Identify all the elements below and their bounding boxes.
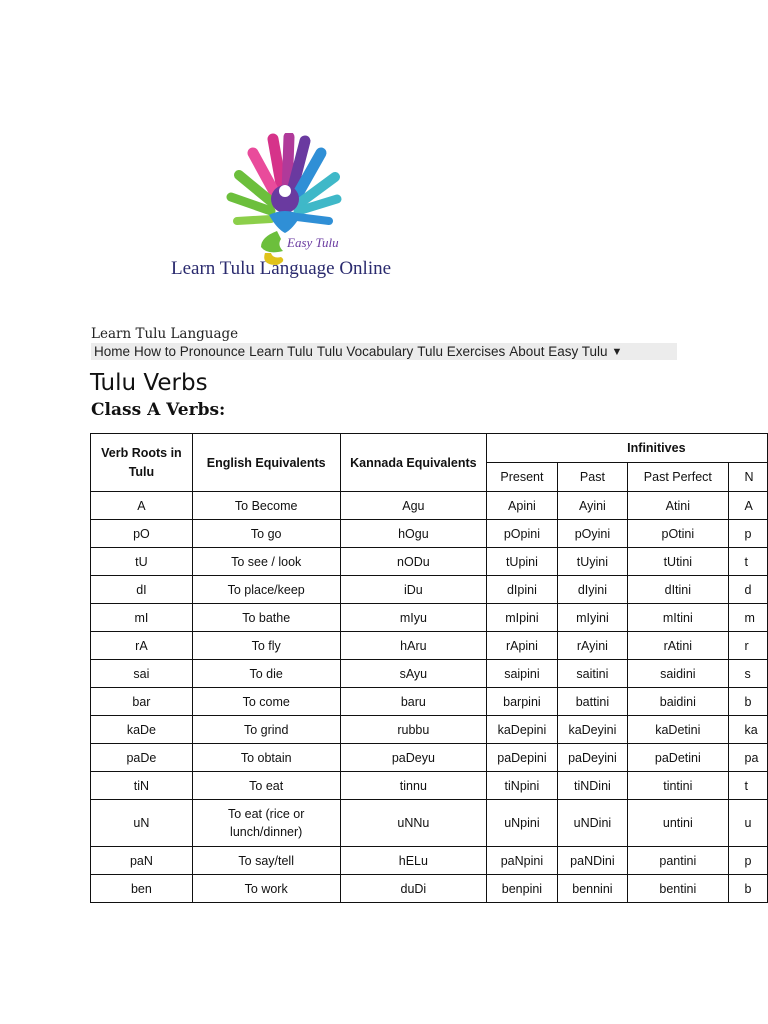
table-row [91, 688, 768, 716]
cell-root: tU [91, 548, 193, 576]
cell-past-perfect: pantini [628, 847, 728, 875]
table-row [91, 744, 768, 772]
nav-more-dropdown-icon[interactable]: ▼ [611, 345, 623, 358]
cell-kannada: nODu [340, 548, 487, 576]
verbs-table-body [91, 492, 768, 903]
cell-kannada: Agu [340, 492, 487, 520]
cell-root: tiN [91, 772, 193, 800]
table-row [91, 716, 768, 744]
cell-past: rAyini [557, 632, 627, 660]
cell-english: To fly [192, 632, 340, 660]
nav-item-about-easy-tulu[interactable]: About Easy Tulu [509, 344, 608, 359]
cell-english: To come [192, 688, 340, 716]
cell-past-perfect: tUtini [628, 548, 728, 576]
cell-next: t [728, 548, 767, 576]
page-title: Tulu Verbs [90, 370, 208, 396]
cell-next: b [728, 688, 767, 716]
table-row [91, 576, 768, 604]
logo-caption: Learn Tulu Language Online [171, 258, 392, 279]
verbs-table [90, 433, 768, 903]
cell-next: ka [728, 716, 767, 744]
cell-present: paDepini [487, 744, 558, 772]
cell-past-perfect: mItini [628, 604, 728, 632]
site-name[interactable]: Learn Tulu Language [91, 326, 239, 342]
table-row [91, 772, 768, 800]
header-next-truncated: N [728, 463, 767, 492]
table-row [91, 632, 768, 660]
nav-item-tulu-exercises[interactable]: Tulu Exercises [417, 344, 506, 359]
nav-bar [91, 343, 677, 360]
cell-next: p [728, 520, 767, 548]
cell-present: benpini [487, 875, 558, 903]
table-row [91, 875, 768, 903]
cell-past-perfect: dItini [628, 576, 728, 604]
cell-present: pOpini [487, 520, 558, 548]
cell-past: battini [557, 688, 627, 716]
cell-next: m [728, 604, 767, 632]
header-english: English Equivalents [192, 434, 340, 492]
cell-next: pa [728, 744, 767, 772]
section-title: Class A Verbs: [91, 400, 226, 420]
cell-english: To Become [192, 492, 340, 520]
cell-english: To see / look [192, 548, 340, 576]
cell-past-perfect: paDetini [628, 744, 728, 772]
cell-next: A [728, 492, 767, 520]
cell-present: rApini [487, 632, 558, 660]
cell-present: paNpini [487, 847, 558, 875]
cell-kannada: uNNu [340, 800, 487, 847]
cell-kannada: baru [340, 688, 487, 716]
cell-english: To obtain [192, 744, 340, 772]
table-row [91, 520, 768, 548]
cell-root: bar [91, 688, 193, 716]
cell-kannada: hAru [340, 632, 487, 660]
cell-present: mIpini [487, 604, 558, 632]
cell-past-perfect: rAtini [628, 632, 728, 660]
header-past: Past [557, 463, 627, 492]
cell-kannada: paDeyu [340, 744, 487, 772]
cell-past: tUyini [557, 548, 627, 576]
cell-english: To place/keep [192, 576, 340, 604]
cell-past-perfect: kaDetini [628, 716, 728, 744]
cell-past: paNDini [557, 847, 627, 875]
cell-root: kaDe [91, 716, 193, 744]
cell-root: dI [91, 576, 193, 604]
cell-next: p [728, 847, 767, 875]
cell-english: To work [192, 875, 340, 903]
cell-past: pOyini [557, 520, 627, 548]
cell-english: To die [192, 660, 340, 688]
table-row [91, 548, 768, 576]
cell-next: r [728, 632, 767, 660]
cell-root: ben [91, 875, 193, 903]
cell-present: tiNpini [487, 772, 558, 800]
cell-past: kaDeyini [557, 716, 627, 744]
cell-present: barpini [487, 688, 558, 716]
cell-english: To grind [192, 716, 340, 744]
cell-kannada: mIyu [340, 604, 487, 632]
cell-root: uN [91, 800, 193, 847]
cell-root: rA [91, 632, 193, 660]
cell-past-perfect: bentini [628, 875, 728, 903]
nav-item-learn-tulu[interactable]: Learn Tulu [249, 344, 313, 359]
cell-past-perfect: untini [628, 800, 728, 847]
cell-english: To eat (rice or lunch/dinner) [192, 800, 340, 847]
nav-item-home[interactable]: Home [94, 344, 131, 359]
cell-present: Apini [487, 492, 558, 520]
cell-past-perfect: saidini [628, 660, 728, 688]
cell-past: mIyini [557, 604, 627, 632]
cell-past-perfect: pOtini [628, 520, 728, 548]
cell-present: uNpini [487, 800, 558, 847]
logo-brand-text: Easy Tulu [287, 235, 339, 250]
cell-english: To eat [192, 772, 340, 800]
cell-past: Ayini [557, 492, 627, 520]
cell-next: d [728, 576, 767, 604]
cell-past: uNDini [557, 800, 627, 847]
cell-present: saipini [487, 660, 558, 688]
cell-root: paN [91, 847, 193, 875]
header-kannada: Kannada Equivalents [340, 434, 487, 492]
cell-kannada: duDi [340, 875, 487, 903]
table-row [91, 492, 768, 520]
cell-kannada: iDu [340, 576, 487, 604]
cell-past-perfect: Atini [628, 492, 728, 520]
header-verb-roots: Verb Roots in Tulu [91, 434, 193, 492]
cell-english: To bathe [192, 604, 340, 632]
cell-past: paDeyini [557, 744, 627, 772]
cell-past: tiNDini [557, 772, 627, 800]
cell-present: tUpini [487, 548, 558, 576]
cell-kannada: sAyu [340, 660, 487, 688]
cell-past-perfect: baidini [628, 688, 728, 716]
cell-kannada: rubbu [340, 716, 487, 744]
cell-english: To go [192, 520, 340, 548]
cell-next: b [728, 875, 767, 903]
header-infinitives: Infinitives [487, 434, 768, 463]
header-present: Present [487, 463, 558, 492]
cell-present: kaDepini [487, 716, 558, 744]
cell-next: t [728, 772, 767, 800]
cell-kannada: hOgu [340, 520, 487, 548]
cell-english: To say/tell [192, 847, 340, 875]
cell-root: paDe [91, 744, 193, 772]
cell-present: dIpini [487, 576, 558, 604]
cell-next: s [728, 660, 767, 688]
nav-item-how-to-pronounce[interactable]: How to Pronounce [134, 344, 246, 359]
table-row [91, 800, 768, 847]
table-row [91, 660, 768, 688]
cell-past-perfect: tintini [628, 772, 728, 800]
table-row [91, 604, 768, 632]
nav-item-tulu-vocabulary[interactable]: Tulu Vocabulary [316, 344, 414, 359]
cell-root: mI [91, 604, 193, 632]
cell-past: bennini [557, 875, 627, 903]
cell-root: pO [91, 520, 193, 548]
cell-past: saitini [557, 660, 627, 688]
header-past-perfect: Past Perfect [628, 463, 728, 492]
cell-kannada: hELu [340, 847, 487, 875]
cell-past: dIyini [557, 576, 627, 604]
cell-root: A [91, 492, 193, 520]
table-row [91, 847, 768, 875]
cell-kannada: tinnu [340, 772, 487, 800]
cell-next: u [728, 800, 767, 847]
cell-root: sai [91, 660, 193, 688]
